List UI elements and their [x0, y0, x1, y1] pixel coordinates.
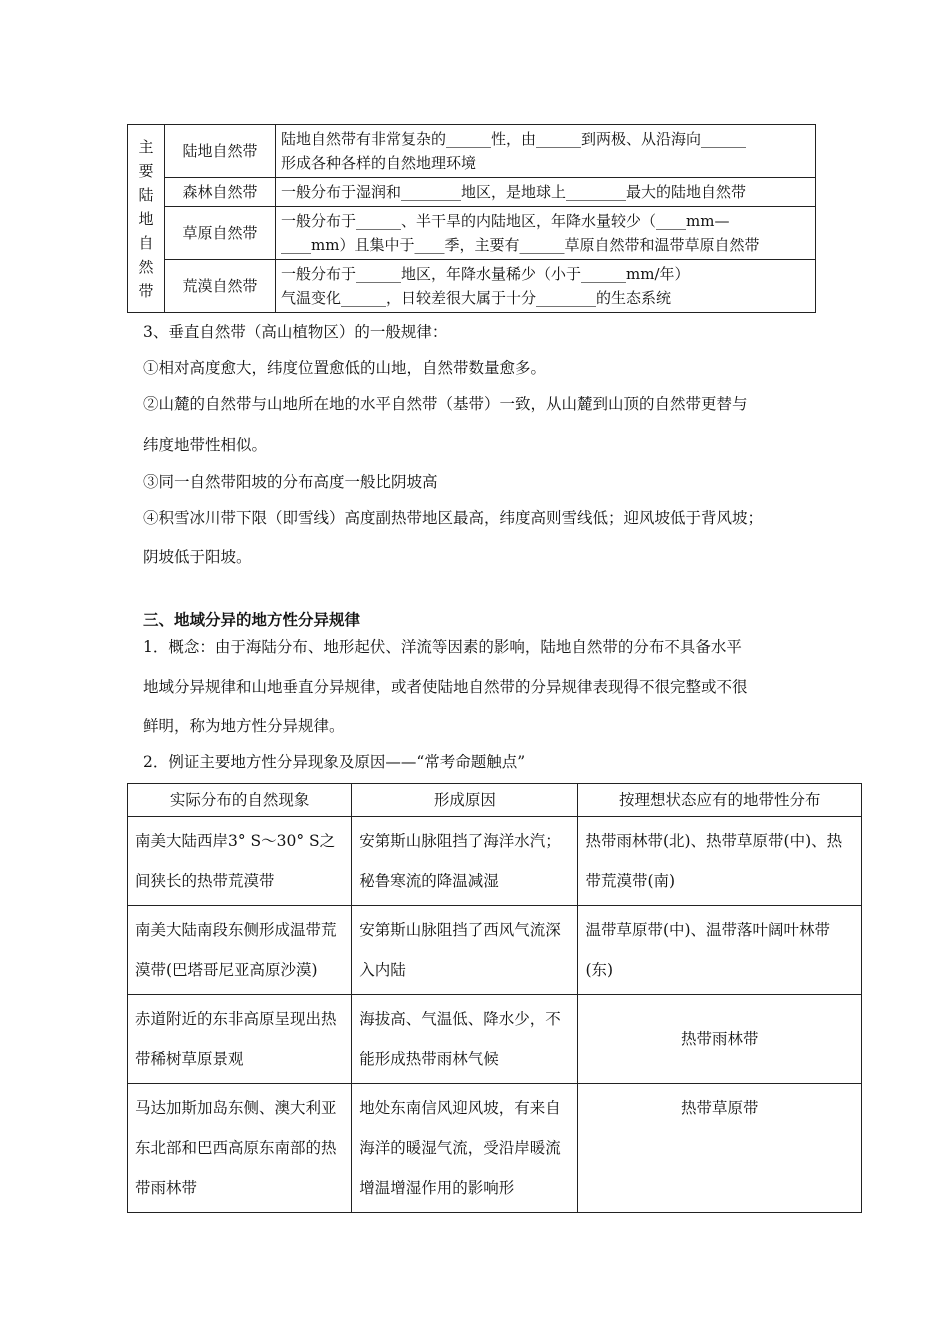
section3-p1: ①相对高度愈大，纬度位置愈低的山地，自然带数量愈多。: [143, 359, 547, 377]
local-differentiation-table: [127, 783, 862, 1213]
zone-name: 荒漠自然带: [165, 260, 276, 313]
ideal-cell: 热带雨林带(北)、热带草原带(中)、热带荒漠带(南): [578, 817, 862, 906]
phenomenon-cell: 南美大陆西岸3° S～30° S之间狭长的热带荒漠带: [128, 817, 352, 906]
natural-zones-table: [127, 124, 816, 313]
zone-name: 草原自然带: [165, 207, 276, 260]
phenomenon-cell: 马达加斯加岛东侧、澳大利亚东北部和巴西高原东南部的热带雨林带: [128, 1084, 352, 1213]
concept-line-3: 鲜明，称为地方性分异规律。: [143, 717, 345, 735]
concept-line-1: 1．概念：由于海陆分布、地形起伏、洋流等因素的影响，陆地自然带的分布不具备水平: [143, 638, 742, 656]
concept-line-2: 地域分异规律和山地垂直分异规律，或者使陆地自然带的分异规律表现得不很完整或不很: [143, 678, 748, 696]
examples-title: 2．例证主要地方性分异现象及原因——“常考命题触点”: [143, 753, 526, 771]
section3-p4-cont: 阴坡低于阳坡。: [143, 548, 252, 566]
section3-p2-cont: 纬度地带性相似。: [143, 436, 268, 454]
section3-p4: ④积雪冰川带下限（即雪线）高度副热带地区最高，纬度高则雪线低；迎风坡低于背风坡；: [143, 509, 764, 527]
zone-desc: 陆地自然带有非常复杂的______性，由______到两极、从沿海向______ 形成各种各样的自然地理环境: [276, 125, 816, 178]
ideal-cell: 温带草原带(中)、温带落叶阔叶林带(东): [578, 906, 862, 995]
cause-cell: 海拔高、气温低、降水少，不能形成热带雨林气候: [352, 995, 578, 1084]
table-row: [128, 995, 862, 1084]
section3-title: 3、垂直自然带（高山植物区）的一般规律：: [143, 323, 448, 341]
phenomenon-cell: 赤道附近的东非高原呈现出热带稀树草原景观: [128, 995, 352, 1084]
zone-desc: 一般分布于______、半干旱的内陆地区，年降水量较少（____mm— ____mm）且集中于____季，主要有______草原自然带和温带草原自然带: [276, 207, 816, 260]
table-row: [128, 906, 862, 995]
part3-heading: 三、地域分异的地方性分异规律: [143, 611, 361, 629]
vertical-header: 主 要 陆 地 自 然 带: [128, 125, 165, 313]
cause-cell: 安第斯山脉阻挡了西风气流深入内陆: [352, 906, 578, 995]
header-ideal-zones: 按理想状态应有的地带性分布: [578, 784, 862, 817]
zone-name: 森林自然带: [165, 178, 276, 207]
header-cause: 形成原因: [352, 784, 578, 817]
phenomenon-cell: 南美大陆南段东侧形成温带荒漠带(巴塔哥尼亚高原沙漠): [128, 906, 352, 995]
ideal-cell: 热带草原带: [578, 1084, 862, 1213]
ideal-cell: 热带雨林带: [578, 995, 862, 1084]
section3-p2: ②山麓的自然带与山地所在地的水平自然带（基带）一致，从山麓到山顶的自然带更替与: [143, 395, 748, 413]
table-row: [128, 1084, 862, 1213]
zone-desc: 一般分布于______地区，年降水量稀少（小于______mm/年） 气温变化______，日较差很大属于十分________的生态系统: [276, 260, 816, 313]
table-row: [128, 817, 862, 906]
cause-cell: 安第斯山脉阻挡了海洋水汽；秘鲁寒流的降温减湿: [352, 817, 578, 906]
section3-p3: ③同一自然带阳坡的分布高度一般比阴坡高: [143, 473, 438, 491]
header-phenomenon: 实际分布的自然现象: [128, 784, 352, 817]
zone-name: 陆地自然带: [165, 125, 276, 178]
cause-cell: 地处东南信风迎风坡，有来自海洋的暖湿气流，受沿岸暖流增温增湿作用的影响形: [352, 1084, 578, 1213]
zone-desc: 一般分布于湿润和________地区，是地球上________最大的陆地自然带: [276, 178, 816, 207]
